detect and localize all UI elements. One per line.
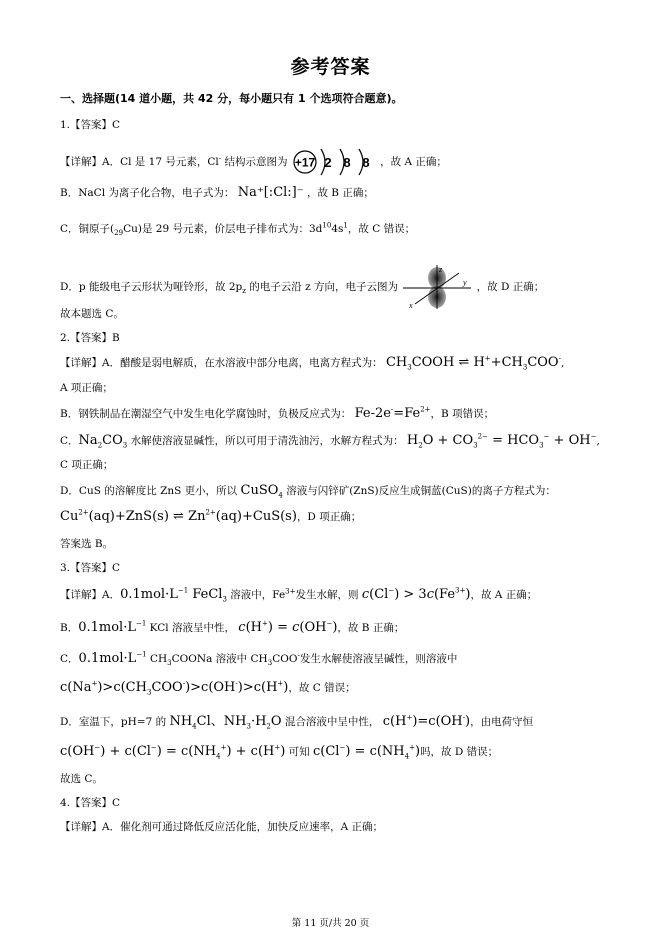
q3-explain-c: C．$0.1mol\cdot L^{-1}$ $CH_3COONa$ 溶液中 $CH_3COO^-$发生水解使溶液呈碱性，则溶液中 [60,650,458,668]
q1-explain-c: C．铜原子$(_{29}Cu)$是 29 号元素，价层电子排布式为：$3d^{10}4s^1$，故 C 错误； [60,221,416,238]
nucleus-charge: +17 [294,155,315,170]
q2-conclusion: 答案选 B。 [60,538,114,550]
q2-c-prefix: C． [60,435,79,447]
q2-b-result: ，B 项错误； [430,408,495,420]
q2-d-equation-line [60,510,361,524]
q1-a-text-2: 结构示意图为 [221,156,288,168]
acetic-acid-ionization-equation: $CH_3COOH$ ⇌ $H^++CH_3COO^-$ [385,354,561,372]
q4-explain-a: 【详解】A．催化剂可通过降低反应活化能，加快反应速率，A 正确； [60,821,384,833]
q1-d-text-1: D．p 能级电子云形状为哑铃形，故 $2p_z$ 的电子云沿 z 方向，电子云图为 [60,281,398,296]
q3-a-result: ，故 A 正确； [470,589,538,601]
q3-d-result: 吗，故 D 错误； [420,746,499,758]
q1-explain-a: 【详解】A．Cl 是 17 号元素，Cl- 结构示意图为 +17 2 8 8 ，故 A 正确； [60,146,447,178]
shell-1-count: 2 [324,155,332,170]
q3-d-text-3: 可知 [285,746,313,758]
shell-2-count: 8 [343,155,351,170]
q3-explain-d [60,715,533,729]
q3-c-inequality: $c(Na^+)>c(CH_3COO^-)>c(OH^-)>c(H^+)$ [60,679,289,697]
kcl-concentration: $0.1mol\cdot L^{-1}$ [78,619,147,635]
q2-b-text: B．钢铁制品在潮湿空气中发生电化学腐蚀时，负极反应式为： [60,408,352,420]
q1-explain-b [60,186,374,200]
q3-a-inequality: $c(Cl^-) > 3c(Fe^{3+})$ [361,586,471,602]
q2-d-text-2: 溶液与闪锌矿(ZnS)反应生成铜蓝(CuS)的离子方程式为： [282,485,556,497]
q3-d-prefix: D．室温下，pH=7 的 [60,716,170,728]
q2-explain-a: 【详解】A．醋酸是弱电解质，在水溶液中部分电离，电离方程式为： $CH_3COOH$ ⇌ $H^++CH_3COO^-$, [60,354,565,372]
copper-sulfate-formula: CuSO$_4$ [240,483,283,500]
ch3coona-concentration: $0.1mol\cdot L^{-1}$ [78,650,147,666]
q3-c-inequality-line [60,681,356,695]
q2-d-text-1: D．CuS 的溶解度比 ZnS 更小，所以 [60,485,241,497]
q3-answer: 3.【答案】C [60,562,121,574]
iron-corrosion-equation: $Fe-2e^-=Fe^{2+}$ [354,405,431,421]
q3-b-text: KCl 溶液呈中性， [146,622,235,634]
page-title: 参考答案 [290,56,371,78]
q4-answer: 4.【答案】C [60,797,121,809]
q1-a-text-1: 【详解】A．Cl 是 17 号元素，Cl [60,156,219,168]
charge-conservation-equation: $c(OH^-) + c(Cl^-) = c(NH_4^+) + c(H^+)$ [60,743,286,761]
q2-a-result: A 项正确； [60,382,113,394]
q2-explain-c: C．$Na_2CO_3$ 水解使溶液显碱性，所以可用于清洗油污，水解方程式为： $H_2O + CO_3^{2-} = HCO_3^- + OH^-$, [60,432,600,450]
shell-3-count: 8 [362,155,370,170]
q2-c-result: C 项正确； [60,459,114,471]
q1-answer: 1.【答案】C [60,119,121,131]
q2-explain-d [60,484,556,498]
2pz-electron-cloud-diagram [401,264,473,310]
q1-d-text-2: ，故 D 正确； [476,281,545,293]
q3-conclusion: 故选 C。 [60,773,103,785]
q3-d-charge-line [60,745,498,759]
q3-d-text: 混合溶液中呈中性， [281,716,380,728]
q2-a-text: 【详解】A．醋酸是弱电解质，在水溶液中部分电离，电离方程式为： [60,357,383,369]
q1-b-text-2: ，故 B 正确； [306,187,374,199]
cus-precipitation-equation: $Cu^{2+}(aq)+ZnS(s)$ ⇌ $Zn^{2+}(aq)+CuS(s)$ [60,508,297,524]
q3-c-prefix: C． [60,653,79,665]
q1-explain-d [60,264,544,310]
q3-d-neutral-equation: c(H+)=c(OH-) [382,713,471,729]
axis-y-label: y [463,278,467,287]
q3-d-result-equation: $c(Cl^-) = c(NH_4^+)$ [313,743,421,761]
axis-x-label: x [409,301,413,310]
q1-a-text-3: ，故 A 正确； [380,156,447,168]
sodium-carbonate-formula: $Na_2CO_3$ [78,433,128,450]
q3-d-text-2: ，由电荷守恒 [470,716,534,728]
q3-explain-b [60,621,404,635]
page-footer: 第 11 页/共 20 页 [291,918,370,929]
carbonate-hydrolysis-equation: $H_2O + CO_3^{2-} = HCO_3^- + OH^-$ [406,432,597,450]
q3-c-result: ，故 C 错误； [288,682,356,694]
cl-ion-structure-diagram [291,146,377,178]
fecl3-concentration: $0.1mol\cdot L^{-1}$ FeCl$_3$ [120,586,227,604]
q3-explain-a: 【详解】A．$0.1mol\cdot L^{-1}$ FeCl$_3$ 溶液中，$Fe^{3+}$发生水解，则 $c(Cl^-) > 3c(Fe^{3+})$，故 A 正确； [60,586,538,604]
q3-b-prefix: B． [60,622,79,634]
q2-d-result: ，D 项正确； [296,511,362,523]
q3-b-equation: c(H+) = c(OH−) [238,619,338,635]
q2-answer: 2.【答案】B [60,332,120,344]
q1-b-text-1: B．NaCl 为离子化合物，电子式为： [60,187,235,199]
q2-explain-b [60,407,494,421]
q3-a-prefix: 【详解】A． [60,589,121,601]
q3-b-result: ，故 B 正确； [337,622,405,634]
axis-z-label: z [439,265,443,274]
nacl-electron-formula: Na⁺[:Cl:]⁻ [237,185,304,200]
q2-c-text: 水解使溶液显碱性，所以可用于清洗油污，水解方程式为： [127,435,404,447]
q1-conclusion: 故本题选 C。 [60,308,124,320]
nh4cl-nh3h2o-mixture: $NH_4Cl$、$NH_3\cdot H_2O$ [169,714,282,731]
section-header: 一、选择题(14 道小题，共 42 分，每小题只有 1 个选项符合题意)。 [60,92,403,105]
